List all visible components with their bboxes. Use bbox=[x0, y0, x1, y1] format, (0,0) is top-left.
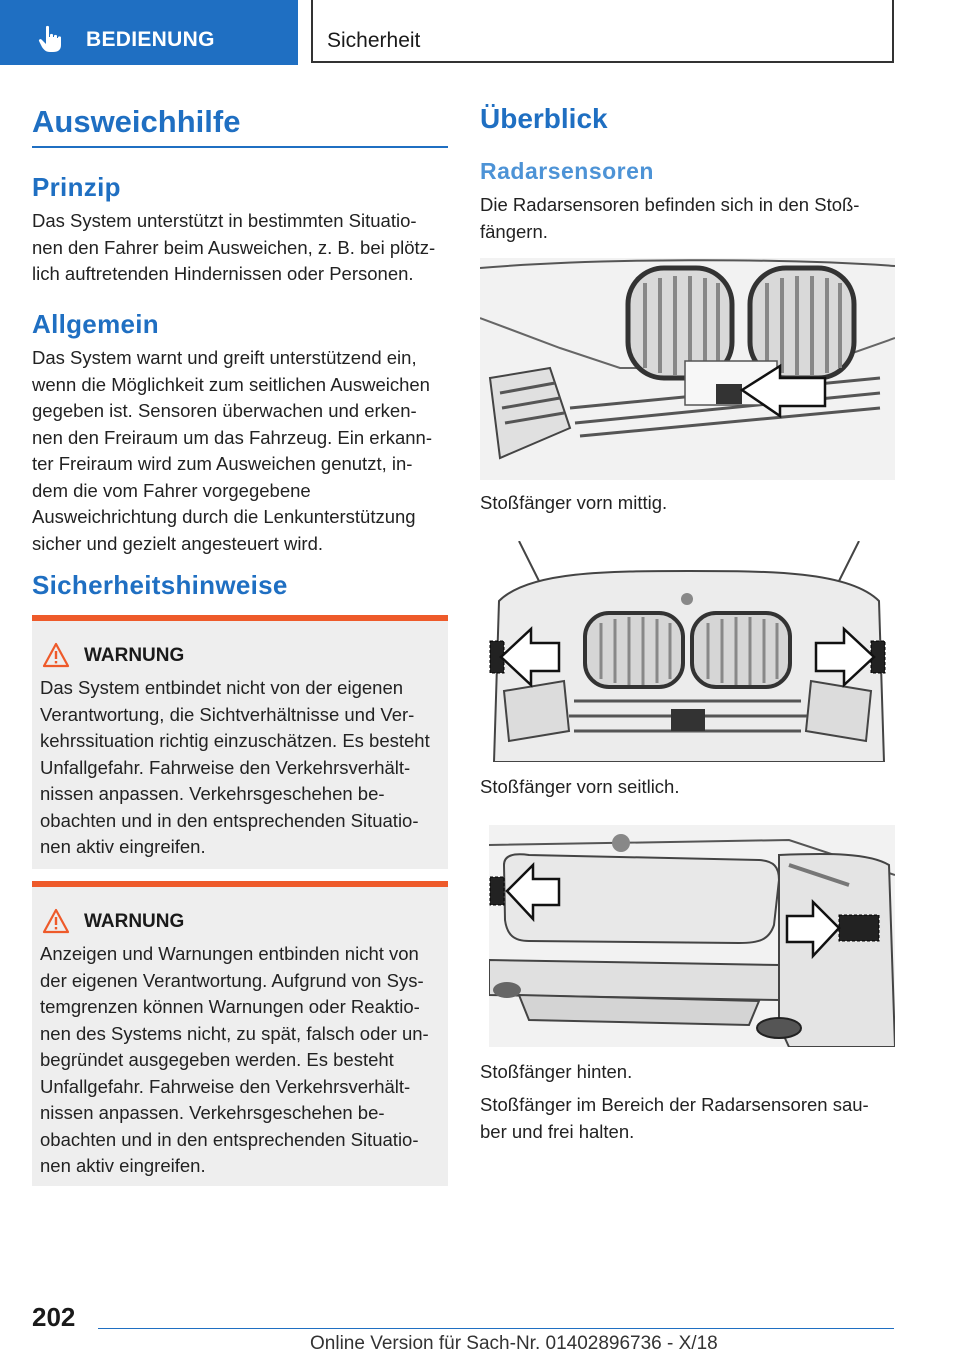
warning-title: WARNUNG bbox=[40, 641, 440, 671]
closing-text: Stoßfänger im Bereich der Radarsensoren sau‐ ber und frei halten. bbox=[480, 1094, 869, 1142]
page-title: Ausweichhilfe bbox=[32, 104, 241, 139]
warning-box bbox=[32, 615, 448, 869]
radarsensoren-heading: Radarsensoren bbox=[480, 158, 654, 184]
warning-triangle-icon bbox=[42, 642, 70, 668]
caption-rear: Stoßfänger hinten. bbox=[480, 1061, 633, 1082]
warning-text: Das System entbindet nicht von der eigenen Verantwortung, die Sichtverhältnisse und Ver‐ kehrssituation richtig einzuschätzen. Es besteht Unfallgefahr. Fahrweise den Verkehrsverhält‐ nissen anpassen. Verkehrsgeschehen be‐ obachten und in den entsprechenden Situatio‐ nen aktiv eingreifen. bbox=[40, 677, 430, 857]
caption-front-side: Stoßfänger vorn seitlich. bbox=[480, 776, 680, 797]
caption-front-center: Stoßfänger vorn mittig. bbox=[480, 492, 668, 513]
warning-title: WARNUNG bbox=[40, 907, 440, 937]
rear-bumper-illustration bbox=[489, 825, 895, 1047]
ueberblick-heading: Überblick bbox=[480, 103, 608, 134]
section-tab-label: BEDIENUNG bbox=[86, 28, 215, 51]
footer-online-version: Online Version für Sach-Nr. 01402896736 - X/18 bbox=[310, 1333, 718, 1354]
warning-triangle-icon bbox=[42, 908, 70, 934]
prinzip-heading: Prinzip bbox=[32, 172, 121, 202]
section-title-box bbox=[311, 0, 894, 63]
section-tab[interactable] bbox=[0, 0, 298, 65]
prinzip-text: Das System unterstützt in bestimmten Situatio‐ nen den Fahrer beim Ausweichen, z. B. bei plötz‐ lich auftretenden Hindernissen oder Personen. bbox=[32, 210, 436, 284]
footer-rule bbox=[98, 1328, 894, 1329]
hand-pointer-icon bbox=[36, 24, 66, 54]
page-number: 202 bbox=[32, 1302, 76, 1332]
radarsensoren-intro: Die Radarsensoren befinden sich in den Stoß‐ fängern. bbox=[480, 194, 860, 242]
warning-box bbox=[32, 881, 448, 1186]
section-title: Sicherheit bbox=[327, 29, 421, 52]
front-bumper-center-illustration bbox=[480, 258, 895, 480]
warning-text: Anzeigen und Warnungen entbinden nicht von der eigenen Verantwortung. Aufgrund von Sys‐ temgrenzen können Warnungen oder Reaktio‐ nen des Systems nicht, zu spät, falsch oder un‐ begründet ausgegeben werden. Es besteht Unfallgefahr. Fahrweise den Verkehrsverhält‐ nissen anpassen. Verkehrsgeschehen be‐ obachten und in den entsprechenden Situatio‐ nen aktiv eingreifen. bbox=[40, 943, 429, 1176]
front-bumper-side-illustration bbox=[489, 541, 886, 762]
title-rule bbox=[32, 146, 448, 148]
sicherheitshinweise-heading: Sicherheitshinweise bbox=[32, 570, 288, 600]
allgemein-text: Das System warnt und greift unterstützend ein, wenn die Möglichkeit zum seitlichen Ausweichen gegeben ist. Sensoren überwachen und erken‐ nen den Freiraum um das Fahrzeug. Ein erkann‐ ter Freiraum wird zum Ausweichen genutzt, in‐ dem die vom Fahrer vorgegebene Ausweichrichtung durch die Lenkunterstützung sicher und gezielt angesteuert wird. bbox=[32, 347, 433, 554]
allgemein-heading: Allgemein bbox=[32, 309, 159, 339]
